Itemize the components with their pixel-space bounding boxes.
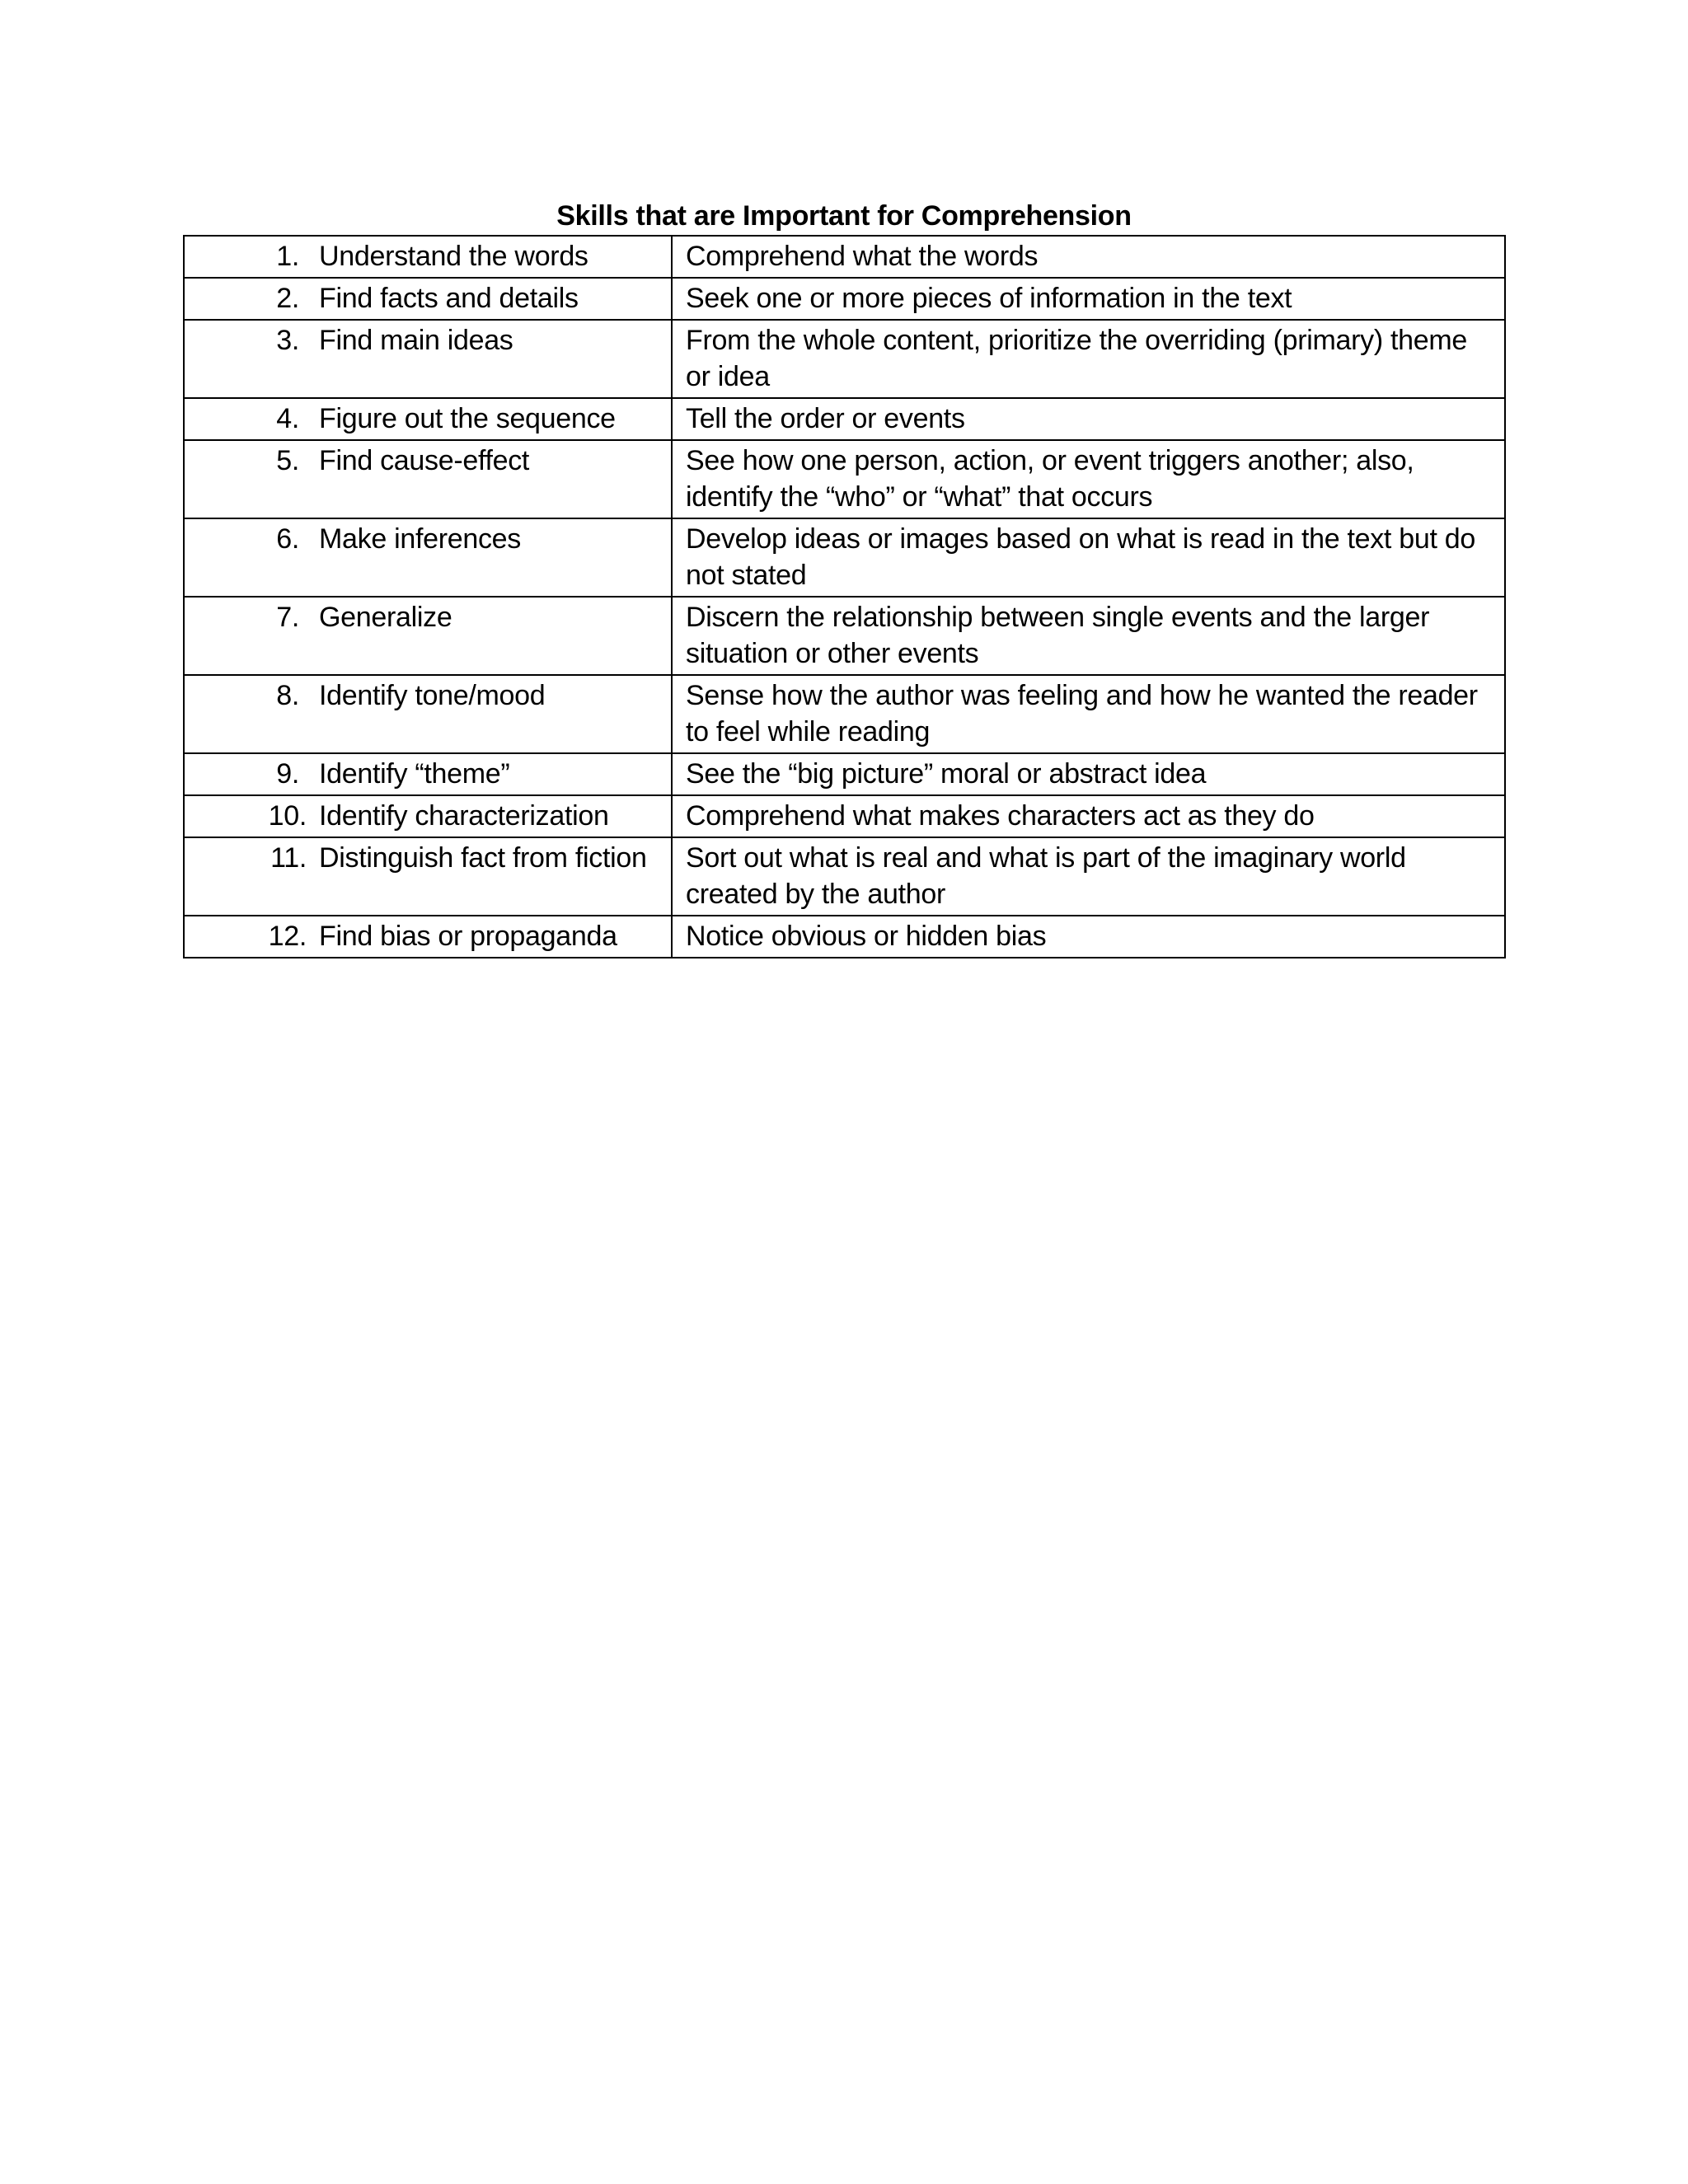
skill-cell	[184, 398, 672, 440]
description-cell: Develop ideas or images based on what is read in the text but do not stated	[672, 518, 1505, 597]
skill-cell	[184, 795, 672, 837]
skill-cell	[184, 837, 672, 916]
description-cell: See the “big picture” moral or abstract idea	[672, 753, 1505, 795]
skill-cell	[184, 675, 672, 753]
skill-name: Find cause-effect	[319, 445, 530, 476]
skill-cell	[184, 916, 672, 958]
skill-name: Distinguish fact from fiction	[319, 842, 647, 874]
skill-name: Make inferences	[319, 523, 521, 555]
row-number: 11.	[270, 842, 307, 874]
table-row	[184, 320, 1505, 398]
table-row	[184, 597, 1505, 675]
skill-name: Figure out the sequence	[319, 403, 616, 434]
table-row	[184, 236, 1505, 278]
row-number: 8.	[276, 680, 299, 711]
description-cell: Sense how the author was feeling and how he wanted the reader to feel while reading	[672, 675, 1505, 753]
skill-name: Find main ideas	[319, 325, 513, 356]
description-cell: Seek one or more pieces of information in the text	[672, 278, 1505, 320]
row-number: 5.	[276, 445, 299, 476]
row-number: 9.	[276, 758, 299, 790]
skill-name: Find facts and details	[319, 283, 579, 314]
row-number: 7.	[276, 602, 299, 633]
description-cell: Sort out what is real and what is part of the imaginary world created by the author	[672, 837, 1505, 916]
table-row	[184, 916, 1505, 958]
description-cell: From the whole content, prioritize the overriding (primary) theme or idea	[672, 320, 1505, 398]
skill-cell	[184, 236, 672, 278]
table-row	[184, 753, 1505, 795]
table-row	[184, 278, 1505, 320]
table-row	[184, 675, 1505, 753]
row-number: 6.	[276, 523, 299, 555]
skill-name: Identify characterization	[319, 800, 609, 832]
table-row	[184, 440, 1505, 518]
row-number: 1.	[276, 241, 299, 272]
skill-cell	[184, 278, 672, 320]
skill-cell	[184, 440, 672, 518]
skill-name: Understand the words	[319, 241, 588, 272]
table-row	[184, 795, 1505, 837]
description-cell: Tell the order or events	[672, 398, 1505, 440]
row-number: 2.	[276, 283, 299, 314]
skills-table	[183, 235, 1506, 958]
row-number: 12.	[268, 921, 307, 952]
description-cell: Discern the relationship between single events and the larger situation or other events	[672, 597, 1505, 675]
skill-cell	[184, 753, 672, 795]
row-number: 4.	[276, 403, 299, 434]
skill-cell	[184, 518, 672, 597]
skill-name: Identify “theme”	[319, 758, 510, 790]
row-number: 10.	[268, 800, 307, 832]
skill-name: Find bias or propaganda	[319, 921, 617, 952]
description-cell: Comprehend what makes characters act as they do	[672, 795, 1505, 837]
table-row	[184, 518, 1505, 597]
description-cell: Notice obvious or hidden bias	[672, 916, 1505, 958]
skill-name: Identify tone/mood	[319, 680, 546, 711]
skill-name: Generalize	[319, 602, 452, 633]
table-title: Skills that are Important for Comprehension	[556, 200, 1132, 232]
description-cell: See how one person, action, or event triggers another; also, identify the “who” or “what” that occurs	[672, 440, 1505, 518]
skill-cell	[184, 320, 672, 398]
row-number: 3.	[276, 325, 299, 356]
skill-cell	[184, 597, 672, 675]
table-row	[184, 398, 1505, 440]
description-cell: Comprehend what the words	[672, 236, 1505, 278]
table-row	[184, 837, 1505, 916]
